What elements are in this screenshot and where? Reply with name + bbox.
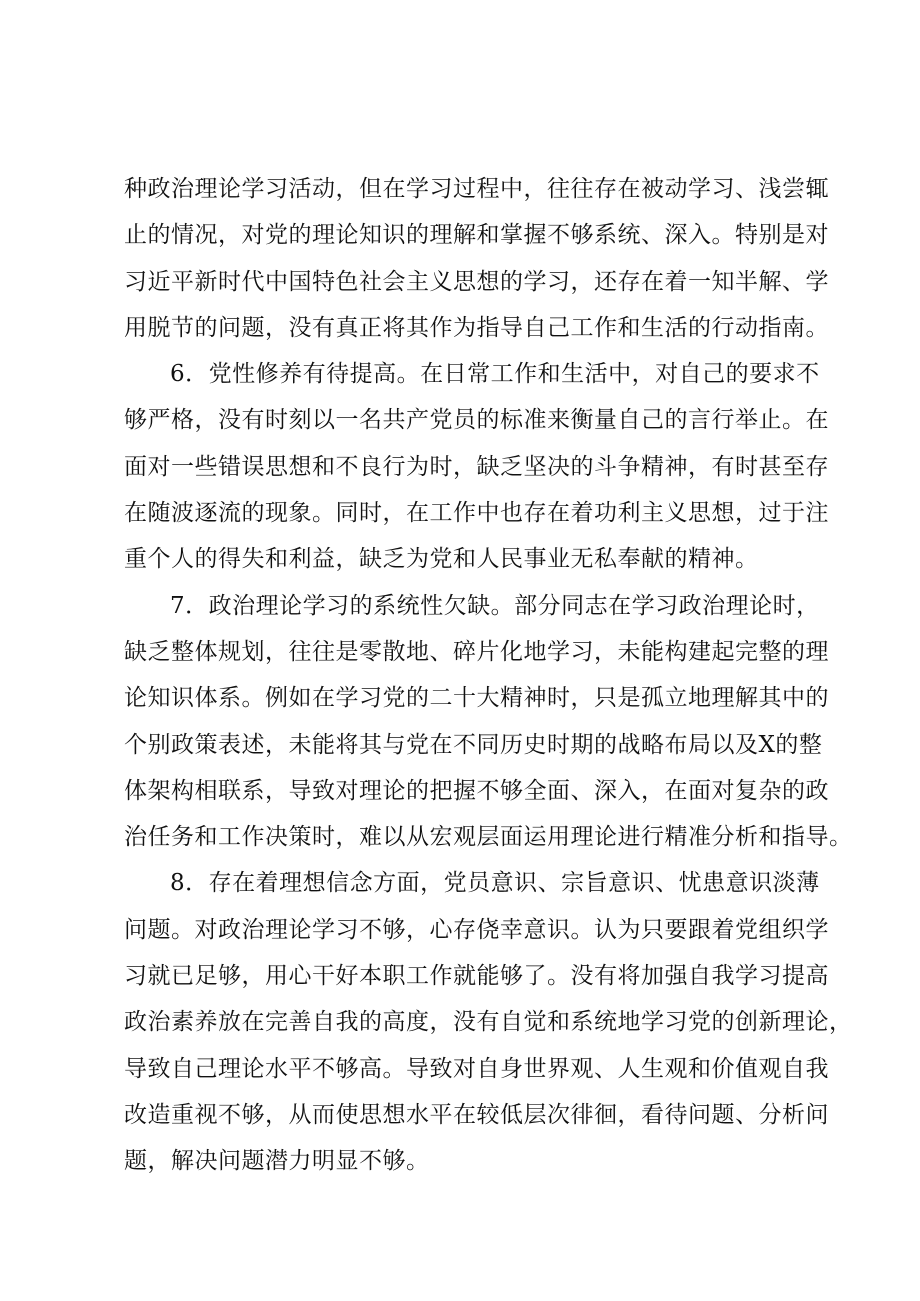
- text-line: 体架构相联系，导致对理论的把握不够全面、深入，在面对复杂的政: [124, 777, 829, 804]
- text-line: 种政治理论学习活动，但在学习过程中，往往存在被动学习、浅尝辄: [124, 176, 829, 202]
- text-line: 用脱节的问题，没有真正将其作为指导自己工作和生活的行动指南。: [124, 314, 829, 341]
- text-line: 导致自己理论水平不够高。导致对自身世界观、人生观和价值观自我: [124, 1055, 829, 1082]
- text-line: 止的情况，对党的理论知识的理解和掌握不够系统、深入。特别是对: [124, 222, 829, 249]
- document-body: [124, 166, 853, 1185]
- text-line: 问题。对政治理论学习不够，心存侥幸意识。认为只要跟着党组织学: [124, 916, 829, 943]
- text-line: 习近平新时代中国特色社会主义思想的学习，还存在着一知半解、学: [124, 268, 829, 295]
- paragraph-continuation: [124, 166, 829, 351]
- text-line: 政治素养放在完善自我的高度，没有自觉和系统地学习党的创新理论，: [124, 1009, 853, 1036]
- text-line: 面对一些错误思想和不良行为时，缺乏坚决的斗争精神，有时甚至存: [124, 453, 829, 480]
- text-line: 个别政策表述，未能将其与党在不同历史时期的战略布局以及X的整: [124, 731, 823, 758]
- text-line: 6．党性修养有待提高。在日常工作和生活中，对自己的要求不: [170, 361, 820, 388]
- paragraph-item-8: [124, 860, 853, 1184]
- text-line: 习就已足够，用心干好本职工作就能够了。没有将加强自我学习提高: [124, 963, 829, 990]
- text-line: 够严格，没有时刻以一名共产党员的标准来衡量自己的言行举止。在: [124, 407, 829, 434]
- text-line: 治任务和工作决策时，难以从宏观层面运用理论进行精准分析和指导。: [124, 824, 853, 851]
- text-line: 在随波逐流的现象。同时，在工作中也存在着功利主义思想，过于注: [124, 500, 829, 527]
- text-line: 改造重视不够，从而使思想水平在较低层次徘徊，看待问题、分析问: [124, 1101, 829, 1128]
- text-line: 重个人的得失和利益，缺乏为党和人民事业无私奉献的精神。: [124, 546, 759, 573]
- text-line: 题，解决问题潜力明显不够。: [124, 1148, 430, 1175]
- text-line: 论知识体系。例如在学习党的二十大精神时，只是孤立地理解其中的: [124, 685, 829, 712]
- text-line: 缺乏整体规划，往往是零散地、碎片化地学习，未能构建起完整的理: [124, 638, 829, 665]
- text-line: 8．存在着理想信念方面，党员意识、宗旨意识、忧患意识淡薄: [170, 870, 820, 897]
- paragraph-item-7: [124, 583, 853, 861]
- paragraph-item-6: [124, 351, 829, 582]
- text-line: 7．政治理论学习的系统性欠缺。部分同志在学习政治理论时，: [170, 592, 820, 619]
